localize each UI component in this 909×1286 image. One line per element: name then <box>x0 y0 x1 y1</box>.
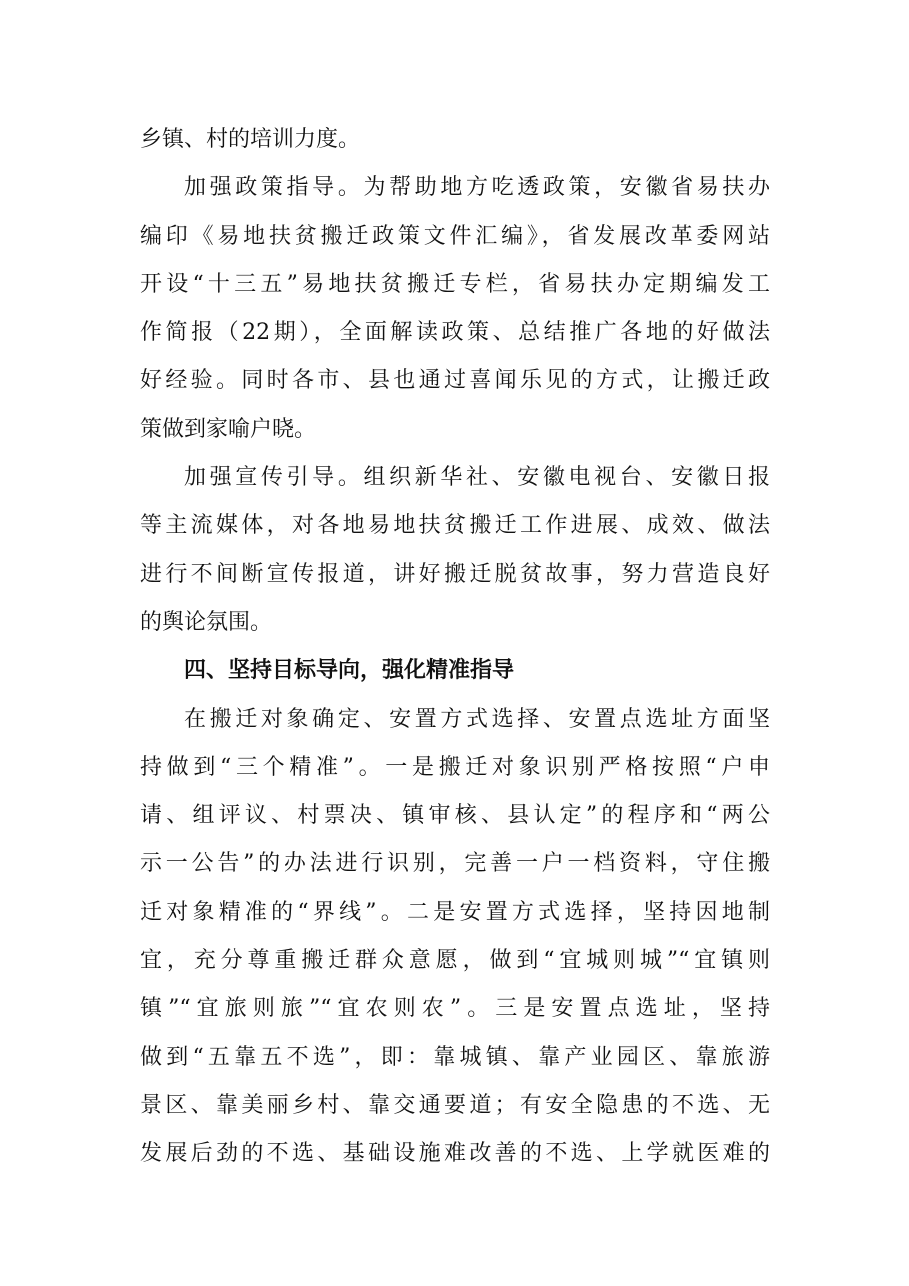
paragraph-line: 景区、靠美丽乡村、靠交通要道；有安全隐患的不选、无 <box>140 1092 770 1118</box>
paragraph-line: 作简报（22期），全面解读政策、总结推广各地的好做法 <box>140 320 770 346</box>
section-heading: 四、坚持目标导向，强化精准指导 <box>184 658 515 684</box>
paragraph-line: 加强宣传引导。组织新华社、安徽电视台、安徽日报 <box>184 465 770 491</box>
paragraph-line: 进行不间断宣传报道，讲好搬迁脱贫故事，努力营造良好 <box>140 561 770 587</box>
paragraph-line: 在搬迁对象确定、安置方式选择、安置点选址方面坚 <box>184 706 770 732</box>
paragraph-line: 发展后劲的不选、基础设施难改善的不选、上学就医难的 <box>140 1141 770 1167</box>
paragraph-line: 等主流媒体，对各地易地扶贫搬迁工作进展、成效、做法 <box>140 513 770 539</box>
paragraph-line: 好经验。同时各市、县也通过喜闻乐见的方式，让搬迁政 <box>140 368 770 394</box>
paragraph-training <box>140 116 770 164</box>
paragraph-line: 宜，充分尊重搬迁群众意愿，做到“宜城则城”“宜镇则 <box>140 948 770 974</box>
paragraph-line: 请、组评议、村票决、镇审核、县认定”的程序和“两公 <box>140 803 770 829</box>
paragraph-line: 持做到“三个精准”。一是搬迁对象识别严格按照“户申 <box>140 754 770 780</box>
paragraph-policy-guidance <box>140 164 770 454</box>
paragraph-line: 乡镇、村的培训力度。 <box>140 127 361 152</box>
document-page <box>140 116 770 1179</box>
paragraph-precision-targets <box>140 696 770 1179</box>
paragraph-line: 编印《易地扶贫搬迁政策文件汇编》，省发展改革委网站 <box>140 223 770 249</box>
paragraph-line: 镇”“宜旅则旅”“宜农则农”。三是安置点选址，坚持 <box>140 996 770 1022</box>
paragraph-line: 示一公告”的办法进行识别，完善一户一档资料，守住搬 <box>140 851 770 877</box>
paragraph-line: 策做到家喻户晓。 <box>140 416 317 442</box>
paragraph-line: 加强政策指导。为帮助地方吃透政策，安徽省易扶办 <box>184 175 770 201</box>
paragraph-line: 开设“十三五”易地扶贫搬迁专栏，省易扶办定期编发工 <box>140 271 770 297</box>
paragraph-line: 做到“五靠五不选”，即：靠城镇、靠产业园区、靠旅游 <box>140 1044 770 1070</box>
paragraph-line: 迁对象精准的“界线”。二是安置方式选择，坚持因地制 <box>140 899 770 925</box>
paragraph-publicity-guidance <box>140 454 770 647</box>
paragraph-line: 的舆论氛围。 <box>140 609 273 635</box>
